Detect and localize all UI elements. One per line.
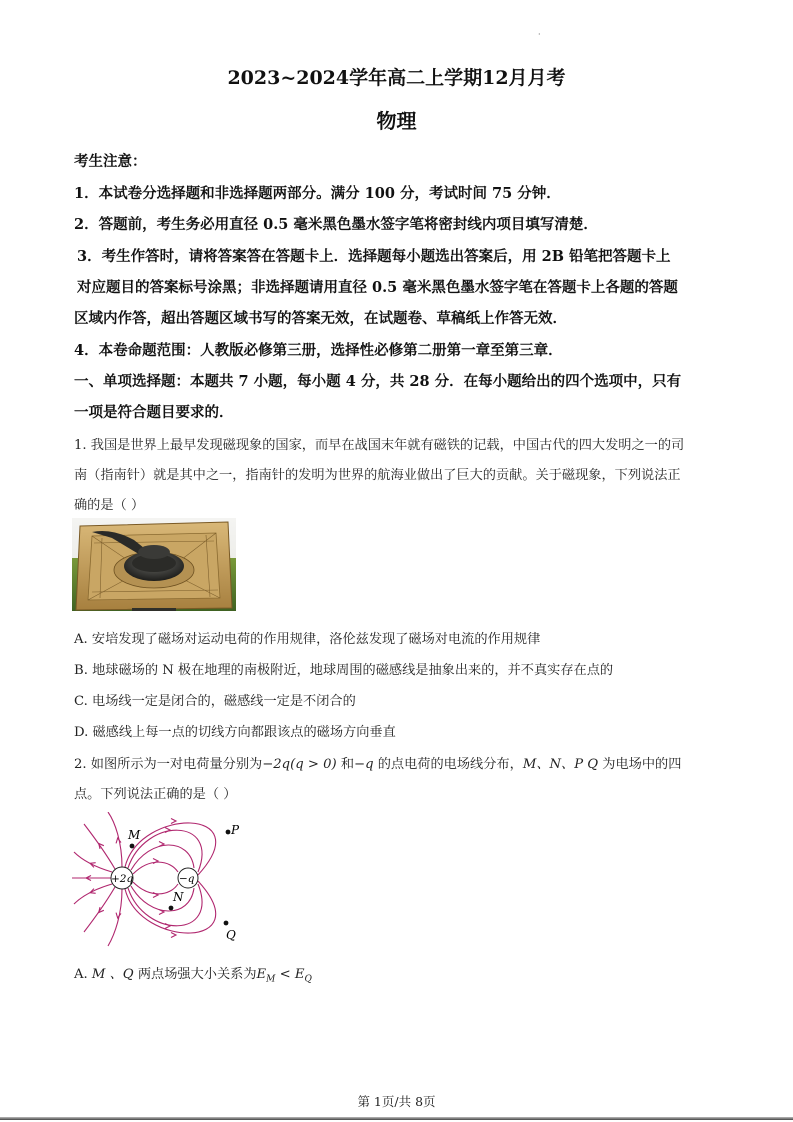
q1-option-a: A. 安培发现了磁场对运动电荷的作用规律，洛伦兹发现了磁场对电流的作用规律	[74, 632, 541, 647]
q1-option-b: B. 地球磁场的 N 极在地理的南极附近，地球周围的磁感线是抽象出来的，并不真实存在点的	[74, 663, 614, 678]
q1-stem-2: 南（指南针）就是其中之一，指南针的发明为世界的航海业做出了巨大的贡献。关于磁现象，下列说法正	[74, 468, 681, 483]
section-heading-2: 一项是符合题目要求的．	[74, 404, 234, 421]
field-line-8	[108, 812, 122, 867]
q2-option-a-sub1: M	[266, 974, 276, 985]
note-1: 1．本试卷分选择题和非选择题两部分。满分 100 分，考试时间 75 分钟．	[74, 185, 561, 202]
section-heading-1: 一、单项选择题：本题共 7 小题，每小题 4 分，共 28 分．在每小题给出的四个选项中，只有	[74, 373, 682, 390]
point-q	[224, 921, 229, 926]
page-footer: 第 1页/共 8页	[357, 1094, 436, 1109]
q1-option-d: D. 磁感线上每一点的切线方向都跟该点的磁场方向垂直	[74, 725, 396, 740]
note-4: 4．本卷命题范围：人教版必修第三册，选择性必修第二册第一章至第三章．	[74, 342, 563, 359]
point-m-label: M	[128, 828, 141, 842]
q2-option-a-prefix: A.	[74, 967, 92, 982]
point-n-label: N	[173, 890, 184, 904]
exam-title: 2023~2024学年高二上学期12月月考	[227, 67, 566, 89]
q2-stem-1	[74, 753, 724, 772]
bottom-rule	[0, 1117, 793, 1120]
charge-label-1: +2q	[111, 873, 134, 885]
field-arrow-4	[165, 828, 170, 833]
field-line-1	[133, 882, 178, 894]
field-line-3	[131, 886, 194, 911]
q2-charge-1: −2q(q > 0)	[262, 757, 337, 772]
q1-stem-1: 1. 我国是世界上最早发现磁现象的国家，而早在战国末年就有磁铁的记载，中国古代的四大发明之一的司	[74, 438, 685, 453]
field-arrow-0	[153, 859, 158, 864]
note-3-cont-1: 对应题目的答案标号涂黑；非选择题请用直径 0.5 毫米黑色墨水签字笔在答题卡上各题的答题	[77, 279, 678, 296]
q1-stem-3: 确的是（ ）	[74, 498, 145, 513]
q2-option-a-sub2: Q	[304, 974, 312, 985]
field-line-5	[128, 884, 202, 926]
subject-title: 物理	[376, 109, 417, 133]
q2-option-a-lt: <	[275, 967, 295, 982]
q2-stem-text-c: 的点电荷的电场线分布，	[373, 757, 523, 772]
point-p	[226, 830, 231, 835]
field-arrow-1	[153, 893, 158, 898]
sinan-compass-image	[72, 518, 236, 611]
electric-field-diagram	[70, 812, 270, 948]
field-line-9	[108, 889, 122, 946]
point-m	[130, 844, 135, 849]
note-2: 2．答题前，考生务必用直径 0.5 毫米黑色墨水签字笔将密封线内项目填写清楚．	[74, 216, 598, 233]
q2-stem-text-a: 2. 如图所示为一对电荷量分别为	[74, 757, 263, 772]
q2-option-a-e1: E	[256, 967, 267, 982]
charge-label-2: −q	[179, 873, 195, 885]
q1-option-c: C. 电场线一定是闭合的，磁感线一定是不闭合的	[74, 694, 356, 709]
point-p-label: P	[231, 823, 240, 837]
q2-stem-2: 点。下列说法正确的是（ ）	[74, 787, 237, 802]
q2-charge-2: −q	[354, 757, 374, 772]
note-3: 3．考生作答时，请将答案答在答题卡上．选择题每小题选出答案后，用 2B 铅笔把答题卡上	[77, 248, 671, 265]
q2-option-a-points: M 、Q	[91, 967, 134, 982]
q2-option-a	[74, 963, 724, 985]
q2-points: M、N、P Q	[522, 757, 599, 772]
point-q-label: Q	[226, 928, 236, 942]
q2-option-a-e2: E	[294, 967, 305, 982]
notice-label: 考生注意：	[74, 153, 147, 170]
field-arrow-7	[171, 933, 176, 938]
point-n	[169, 906, 174, 911]
q2-stem-text-b: 和	[336, 757, 355, 772]
note-3-cont-2: 区域内作答，超出答题区域书写的答案无效，在试题卷、草稿纸上作答无效．	[74, 310, 567, 327]
field-arrow-5	[165, 924, 170, 929]
q2-option-a-text: 两点场强大小关系为	[133, 967, 257, 982]
field-arrow-6	[171, 819, 176, 824]
corner-mark: ·	[538, 30, 541, 39]
field-line-0	[133, 862, 178, 874]
field-line-2	[131, 845, 194, 870]
q2-stem-text-d: 为电场中的四	[598, 757, 682, 772]
